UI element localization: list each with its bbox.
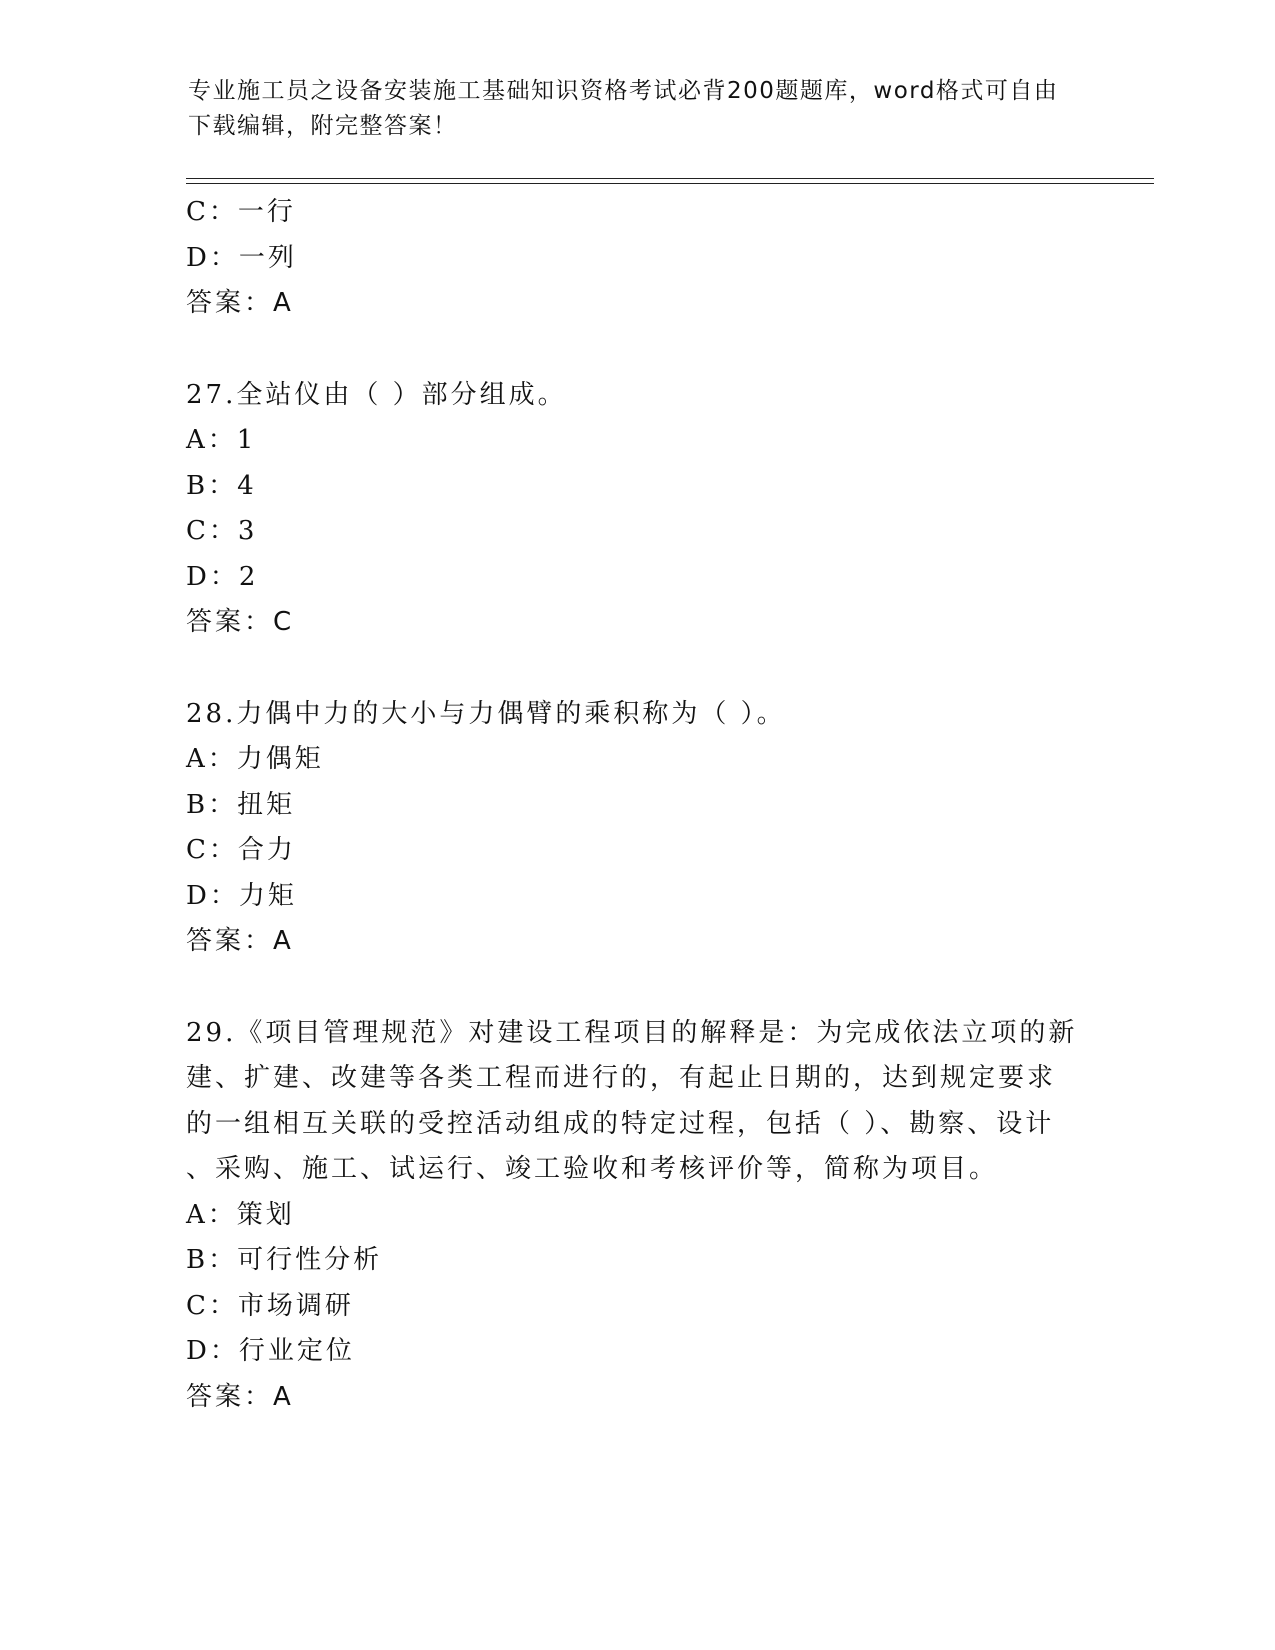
option-c: C：3	[186, 516, 258, 546]
question-27	[186, 373, 1086, 646]
question-stem-line-2: 建、扩建、改建等各类工程而进行的，有起止日期的，达到规定要求	[186, 1063, 1057, 1093]
option-a: A：力偶矩	[186, 744, 324, 774]
question-stem-line-3: 的一组相互关联的受控活动组成的特定过程，包括（ ）、勘察、设计	[186, 1108, 1055, 1139]
question-fragment	[186, 190, 1086, 327]
question-28	[186, 692, 1086, 965]
document-header	[188, 74, 1088, 144]
answer: 答案：C	[186, 607, 295, 637]
option-c: C：一行	[186, 197, 296, 227]
option-d: D：行业定位	[186, 1336, 355, 1366]
header-line-2: 下载编辑，附完整答案！	[188, 113, 458, 139]
option-d: D：力矩	[186, 880, 297, 911]
answer: 答案：A	[186, 1381, 294, 1412]
option-b: B：扭矩	[186, 789, 296, 820]
option-c: C：合力	[186, 835, 296, 865]
option-d: D：一列	[186, 242, 297, 273]
question-stem-line-1: 29.《项目管理规范》对建设工程项目的解释是：为完成依法立项的新	[186, 1017, 1078, 1048]
question-stem: 27.全站仪由（ ）部分组成。	[186, 379, 567, 410]
option-a: A：策划	[186, 1199, 295, 1230]
question-list	[186, 190, 1086, 1420]
answer: 答案：A	[186, 926, 294, 956]
header-rule-bottom	[186, 183, 1154, 184]
option-c: C：市场调研	[186, 1290, 354, 1321]
header-rule-top	[186, 178, 1154, 179]
answer: 答案：A	[186, 288, 294, 318]
header-line-1: 专业施工员之设备安装施工基础知识资格考试必背200题题库，word格式可自由	[188, 78, 1059, 104]
question-29	[186, 1011, 1086, 1421]
question-stem-line-4: 、采购、施工、试运行、竣工验收和考核评价等，简称为项目。	[186, 1154, 999, 1184]
option-b: B：4	[186, 470, 257, 501]
option-b: B：可行性分析	[186, 1245, 383, 1275]
option-d: D：2	[186, 561, 259, 592]
option-a: A：1	[186, 425, 257, 455]
question-stem: 28.力偶中力的大小与力偶臂的乘积称为（ ）。	[186, 698, 786, 729]
